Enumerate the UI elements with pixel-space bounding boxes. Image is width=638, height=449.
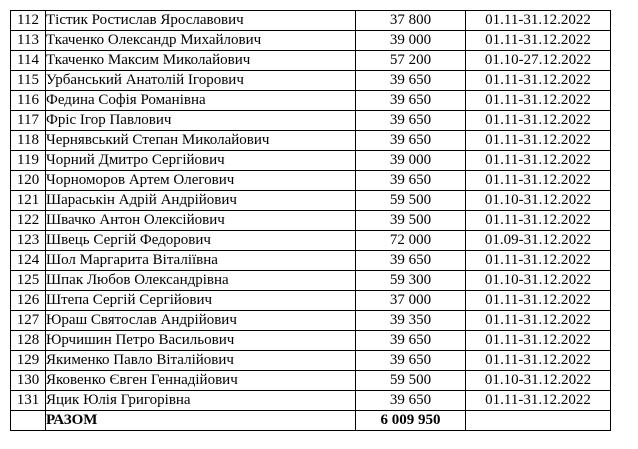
row-name-cell: Чорноморов Артем Олегович	[46, 171, 356, 191]
row-period-cell: 01.11-31.12.2022	[466, 91, 611, 111]
row-number-cell: 130	[11, 371, 46, 391]
row-amount-cell: 39 650	[356, 171, 466, 191]
row-name-cell: Чорний Дмитро Сергійович	[46, 151, 356, 171]
row-amount-cell: 39 650	[356, 111, 466, 131]
row-number-cell: 129	[11, 351, 46, 371]
row-name-cell: Яковенко Євген Геннадійович	[46, 371, 356, 391]
table-row	[11, 191, 611, 211]
row-number-cell: 116	[11, 91, 46, 111]
row-amount-cell: 57 200	[356, 51, 466, 71]
total-number-cell	[11, 411, 46, 431]
row-number-cell: 112	[11, 11, 46, 31]
row-name-cell: Якименко Павло Віталійович	[46, 351, 356, 371]
row-amount-cell: 39 350	[356, 311, 466, 331]
row-number-cell: 128	[11, 331, 46, 351]
row-name-cell: Федина Софія Романівна	[46, 91, 356, 111]
salary-table	[10, 10, 611, 431]
row-number-cell: 125	[11, 271, 46, 291]
table-row	[11, 71, 611, 91]
row-amount-cell: 39 650	[356, 251, 466, 271]
table-row	[11, 211, 611, 231]
table-row	[11, 351, 611, 371]
row-number-cell: 126	[11, 291, 46, 311]
row-number-cell: 123	[11, 231, 46, 251]
table-row	[11, 291, 611, 311]
row-period-cell: 01.11-31.12.2022	[466, 11, 611, 31]
total-period-cell	[466, 411, 611, 431]
row-name-cell: Яцик Юлія Григорівна	[46, 391, 356, 411]
row-period-cell: 01.11-31.12.2022	[466, 71, 611, 91]
row-period-cell: 01.10-31.12.2022	[466, 371, 611, 391]
row-amount-cell: 39 650	[356, 131, 466, 151]
row-period-cell: 01.09-31.12.2022	[466, 231, 611, 251]
table-row	[11, 311, 611, 331]
row-amount-cell: 72 000	[356, 231, 466, 251]
table-body	[11, 11, 611, 431]
row-number-cell: 115	[11, 71, 46, 91]
row-name-cell: Юрчишин Петро Васильович	[46, 331, 356, 351]
table-total-row	[11, 411, 611, 431]
row-name-cell: Швець Сергій Федорович	[46, 231, 356, 251]
row-period-cell: 01.11-31.12.2022	[466, 31, 611, 51]
row-amount-cell: 59 500	[356, 371, 466, 391]
row-amount-cell: 37 800	[356, 11, 466, 31]
row-name-cell: Чернявський Степан Миколайович	[46, 131, 356, 151]
row-name-cell: Штепа Сергій Сергійович	[46, 291, 356, 311]
total-amount-cell: 6 009 950	[356, 411, 466, 431]
row-number-cell: 114	[11, 51, 46, 71]
row-period-cell: 01.11-31.12.2022	[466, 291, 611, 311]
table-row	[11, 391, 611, 411]
row-amount-cell: 59 300	[356, 271, 466, 291]
row-number-cell: 120	[11, 171, 46, 191]
row-period-cell: 01.11-31.12.2022	[466, 151, 611, 171]
row-period-cell: 01.11-31.12.2022	[466, 311, 611, 331]
row-number-cell: 117	[11, 111, 46, 131]
row-period-cell: 01.11-31.12.2022	[466, 331, 611, 351]
table-row	[11, 271, 611, 291]
row-period-cell: 01.10-31.12.2022	[466, 191, 611, 211]
row-amount-cell: 39 500	[356, 211, 466, 231]
row-period-cell: 01.10-27.12.2022	[466, 51, 611, 71]
table-row	[11, 91, 611, 111]
row-number-cell: 118	[11, 131, 46, 151]
row-name-cell: Тістик Ростислав Ярославович	[46, 11, 356, 31]
row-number-cell: 119	[11, 151, 46, 171]
row-amount-cell: 59 500	[356, 191, 466, 211]
table-row	[11, 331, 611, 351]
table-row	[11, 171, 611, 191]
table-row	[11, 371, 611, 391]
row-amount-cell: 39 650	[356, 91, 466, 111]
row-name-cell: Шпак Любов Олександрівна	[46, 271, 356, 291]
row-number-cell: 124	[11, 251, 46, 271]
table-row	[11, 31, 611, 51]
table-row	[11, 231, 611, 251]
table-row	[11, 251, 611, 271]
row-period-cell: 01.11-31.12.2022	[466, 251, 611, 271]
row-number-cell: 127	[11, 311, 46, 331]
table-row	[11, 11, 611, 31]
row-period-cell: 01.11-31.12.2022	[466, 391, 611, 411]
total-label-cell: РАЗОМ	[46, 411, 356, 431]
table-row	[11, 131, 611, 151]
row-name-cell: Шол Маргарита Віталіївна	[46, 251, 356, 271]
row-period-cell: 01.11-31.12.2022	[466, 171, 611, 191]
table-row	[11, 151, 611, 171]
row-period-cell: 01.11-31.12.2022	[466, 351, 611, 371]
table-row	[11, 51, 611, 71]
row-period-cell: 01.10-31.12.2022	[466, 271, 611, 291]
row-name-cell: Шараськін Адрій Андрійович	[46, 191, 356, 211]
row-amount-cell: 39 000	[356, 31, 466, 51]
row-amount-cell: 39 650	[356, 351, 466, 371]
row-period-cell: 01.11-31.12.2022	[466, 111, 611, 131]
row-number-cell: 131	[11, 391, 46, 411]
row-amount-cell: 39 000	[356, 151, 466, 171]
row-name-cell: Фріс Ігор Павлович	[46, 111, 356, 131]
row-name-cell: Ткаченко Максим Миколайович	[46, 51, 356, 71]
row-amount-cell: 39 650	[356, 331, 466, 351]
table-row	[11, 111, 611, 131]
row-name-cell: Юраш Святослав Андрійович	[46, 311, 356, 331]
row-name-cell: Швачко Антон Олексійович	[46, 211, 356, 231]
row-name-cell: Урбанський Анатолій Ігорович	[46, 71, 356, 91]
row-amount-cell: 39 650	[356, 71, 466, 91]
row-amount-cell: 37 000	[356, 291, 466, 311]
row-number-cell: 122	[11, 211, 46, 231]
row-name-cell: Ткаченко Олександр Михайлович	[46, 31, 356, 51]
row-period-cell: 01.11-31.12.2022	[466, 131, 611, 151]
row-number-cell: 113	[11, 31, 46, 51]
row-amount-cell: 39 650	[356, 391, 466, 411]
row-period-cell: 01.11-31.12.2022	[466, 211, 611, 231]
row-number-cell: 121	[11, 191, 46, 211]
